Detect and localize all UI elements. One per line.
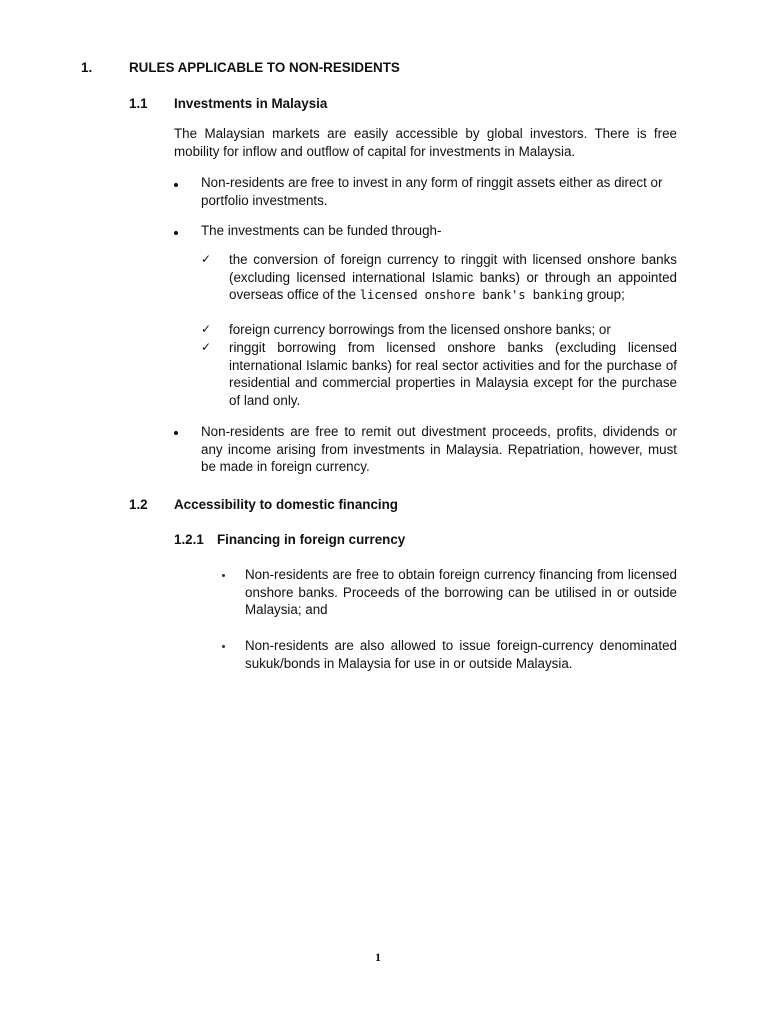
check-item-text-part: the conversion of foreign currency to ringgit with licensed onshore banks (excluding licensed international Islamic banks) or through an appointed overseas office of the	[229, 252, 677, 303]
subsection-title: Investments in Malaysia	[174, 96, 328, 111]
check-item-text	[229, 251, 677, 305]
intro-paragraph: The Malaysian markets are easily accessible by global investors. There is free mobility for inflow and outflow of capital for investments in Malaysia.	[174, 126, 677, 159]
section-title: RULES APPLICABLE TO NON-RESIDENTS	[129, 60, 400, 75]
check-item-text: ringgit borrowing from licensed onshore banks (excluding licensed international Islamic banks) for real sector activities and for the purchase of residential and commercial properties in Malaysia except for the purchase of land only.	[229, 340, 677, 408]
bullet-icon	[174, 231, 178, 235]
bullet-icon	[174, 431, 178, 435]
bullet-text: Non-residents are also allowed to issue foreign-currency denominated sukuk/bonds in Malaysia for use in or outside Malaysia.	[245, 638, 677, 671]
check-item-text-part: group;	[586, 287, 625, 303]
checkmark-icon: ✓	[201, 340, 212, 354]
check-item-text-part: licensed onshore bank's banking	[359, 288, 584, 303]
subsubsection-title: Financing in foreign currency	[217, 532, 406, 547]
page-number: 1	[375, 950, 381, 964]
checkmark-icon: ✓	[201, 252, 212, 266]
subsection-title: Accessibility to domestic financing	[174, 497, 398, 512]
bullet-icon	[222, 574, 225, 577]
bullet-text: Non-residents are free to invest in any form of ringgit assets either as direct or portfolio investments.	[201, 175, 663, 208]
check-item-text: foreign currency borrowings from the licensed onshore banks; or	[229, 322, 611, 337]
bullet-text: Non-residents are free to remit out divestment proceeds, profits, dividends or any income arising from investments in Malaysia. Repatriation, however, must be made in foreign currency.	[201, 424, 677, 475]
bullet-text: The investments can be funded through-	[201, 223, 442, 238]
section-number: 1.	[81, 60, 93, 75]
subsection-number: 1.2	[129, 497, 148, 512]
subsubsection-number: 1.2.1	[174, 532, 204, 547]
subsection-number: 1.1	[129, 96, 148, 111]
bullet-text: Non-residents are free to obtain foreign currency financing from licensed onshore banks. Proceeds of the borrowing can be utilised in or outside Malaysia; and	[245, 567, 677, 618]
bullet-icon	[174, 183, 178, 187]
checkmark-icon: ✓	[201, 322, 212, 336]
bullet-icon	[222, 645, 225, 648]
